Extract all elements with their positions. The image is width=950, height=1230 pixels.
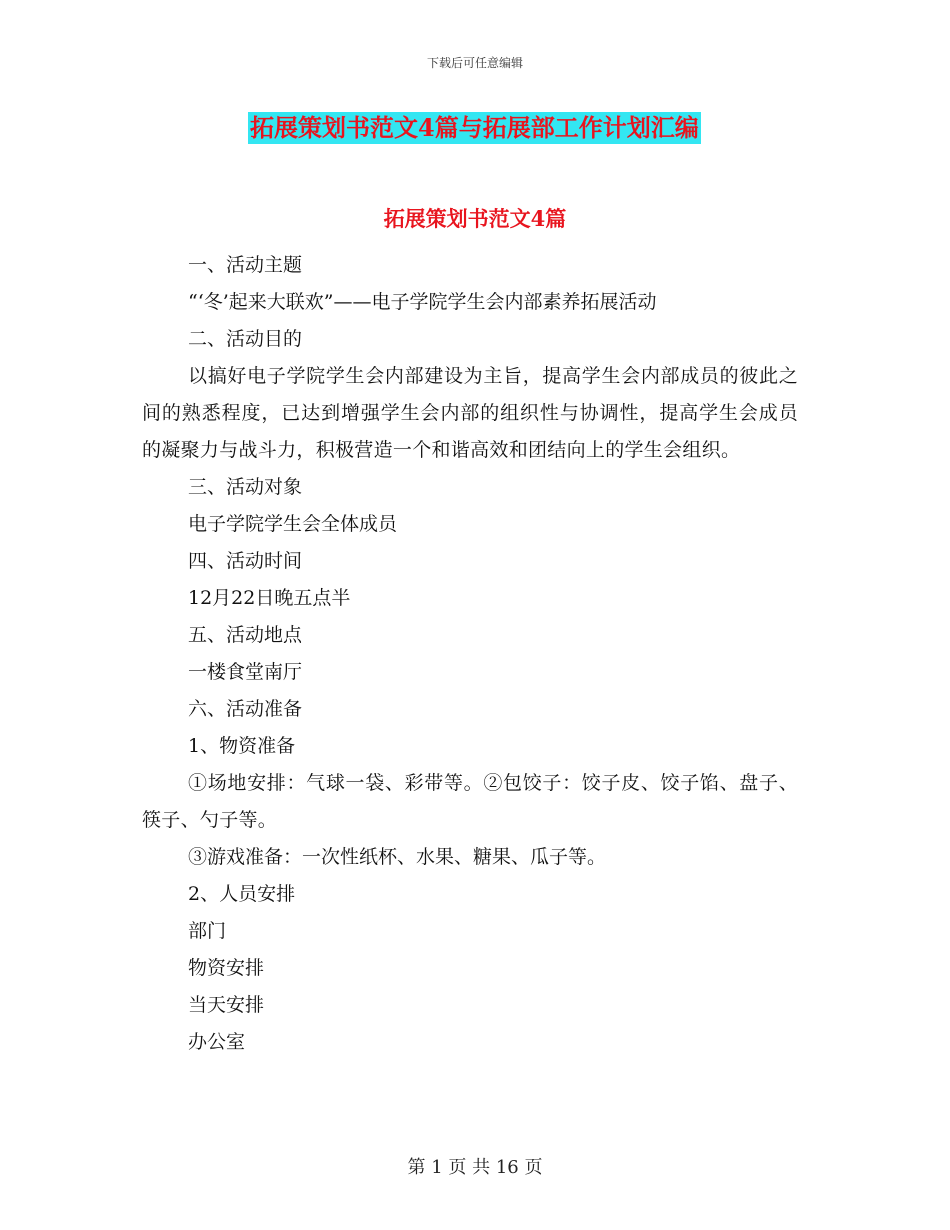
- section-heading-purpose: 二、活动目的: [188, 328, 303, 350]
- section-heading-location: 五、活动地点: [188, 624, 303, 646]
- document-sub-title: 拓展策划书范文4篇: [383, 206, 567, 231]
- section-heading-audience: 三、活动对象: [188, 476, 303, 498]
- location-text: 一楼食堂南厅: [188, 661, 303, 683]
- game-prep-text: ③游戏准备：一次性纸杯、水果、糖果、瓜子等。: [188, 846, 607, 868]
- audience-text: 电子学院学生会全体成员: [188, 513, 398, 535]
- page-footer: 第 1 页 共 16 页: [407, 1157, 543, 1178]
- document-main-title: 拓展策划书范文4篇与拓展部工作计划汇编: [250, 113, 699, 142]
- document-body: [142, 247, 798, 1061]
- table-cell-office: 办公室: [188, 1031, 246, 1053]
- table-cell-materials: 物资安排: [188, 957, 265, 979]
- subsection-materials: 1、物资准备: [188, 735, 296, 757]
- table-cell-same-day: 当天安排: [188, 994, 265, 1016]
- time-text: 12月22日晚五点半: [188, 587, 351, 609]
- section-heading-time: 四、活动时间: [188, 550, 303, 572]
- page-header-note: 下载后可任意编辑: [426, 56, 523, 70]
- table-cell-department: 部门: [188, 920, 227, 942]
- subsection-staffing: 2、人员安排: [188, 883, 296, 905]
- theme-text: “‘冬’起来大联欢”——电子学院学生会内部素养拓展活动: [188, 291, 657, 313]
- section-heading-theme: 一、活动主题: [188, 254, 303, 276]
- section-heading-preparation: 六、活动准备: [188, 698, 303, 720]
- materials-paragraph: ①场地安排：气球一袋、彩带等。②包饺子：饺子皮、饺子馅、盘子、筷子、勺子等。: [142, 772, 798, 831]
- purpose-paragraph: 以搞好电子学院学生会内部建设为主旨，提高学生会内部成员的彼此之间的熟悉程度，已达到增强学生会内部的组织性与协调性，提高学生会成员的凝聚力与战斗力，积极营造一个和谐高效和团结向上的学生会组织。: [142, 365, 798, 461]
